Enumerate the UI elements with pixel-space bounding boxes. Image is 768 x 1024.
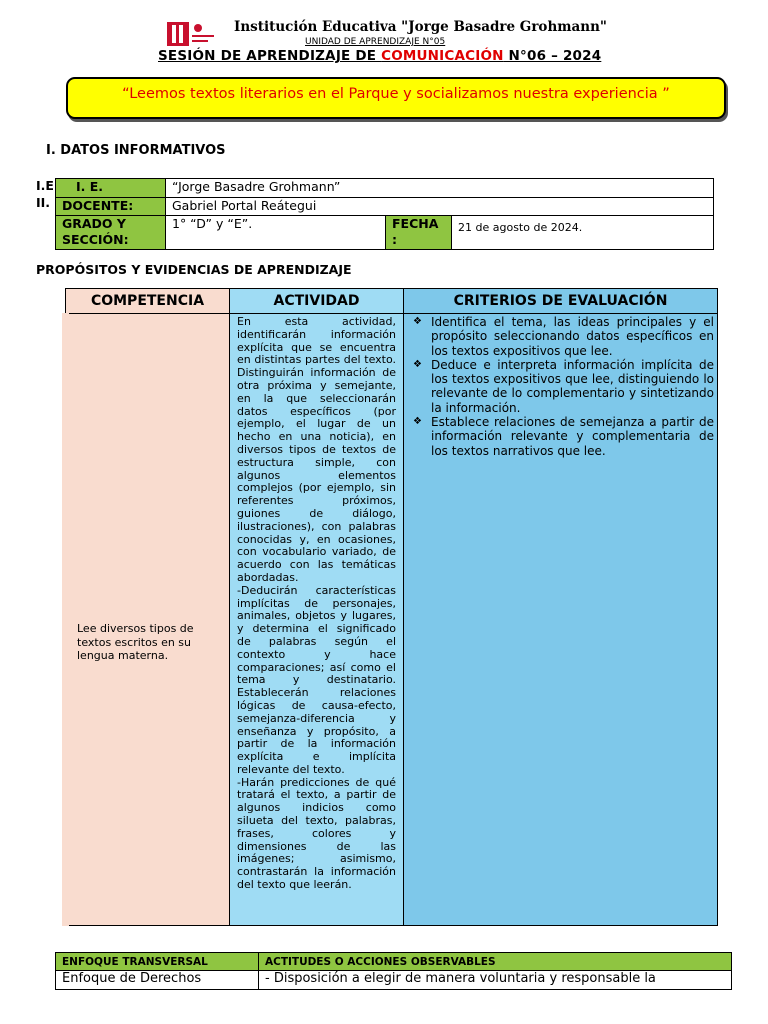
- criterio-text: Establece relaciones de semejanza a partir de información relevante y complementaria de los textos narrativos que lee.: [431, 415, 714, 458]
- enfoque-header-row: [56, 953, 732, 971]
- enfoque-table: [55, 952, 732, 990]
- header-criterios: CRITERIOS DE EVALUACIÓN: [404, 289, 718, 314]
- fecha-label: FECHA :: [386, 216, 452, 250]
- ie-label: I. E.: [56, 179, 166, 198]
- ie-value: “Jorge Basadre Grohmann”: [166, 179, 714, 198]
- session-prefix: SESIÓN DE APRENDIZAJE DE: [158, 48, 382, 64]
- propositos-header-row: [66, 289, 718, 314]
- docente-label: DOCENTE:: [56, 198, 166, 216]
- enfoque-row: [56, 971, 732, 990]
- diamond-bullet-icon: ❖: [413, 416, 422, 428]
- propositos-body-row: [66, 314, 718, 926]
- datos-row-ie: [56, 179, 714, 198]
- propositos-table: [62, 288, 718, 926]
- grado-value: 1° “D” y “E”.: [166, 216, 386, 250]
- section-datos-title: I. DATOS INFORMATIVOS: [46, 143, 226, 158]
- datos-row-docente: [56, 198, 714, 216]
- datos-row-grado: [56, 216, 714, 250]
- criterio-item: [411, 315, 716, 358]
- margin-mark-ie: I.E: [36, 178, 54, 193]
- session-subject: COMUNICACIÓN: [381, 48, 504, 64]
- banner-text: “Leemos textos literarios en el Parque y socializamos nuestra experiencia ”: [122, 86, 670, 102]
- criterios-cell: [404, 314, 718, 926]
- session-title: [158, 48, 601, 64]
- grado-label: GRADO Y SECCIÓN:: [56, 216, 166, 250]
- criterio-text: Deduce e interpreta información implícita de los textos expositivos que lee, distinguiendo lo relevante de lo complementario y sintetizando la información.: [431, 357, 714, 415]
- criterio-item: [411, 358, 716, 415]
- enfoque-header-2: ACTITUDES O ACCIONES OBSERVABLES: [259, 953, 732, 971]
- enfoque-header-1: ENFOQUE TRANSVERSAL: [56, 953, 259, 971]
- criterio-item: [411, 415, 716, 458]
- header-actividad: ACTIVIDAD: [230, 289, 404, 314]
- actividad-text: En esta actividad, identificarán información explícita que se encuentra en distintas partes del texto. Distinguirán información de otra próxima y semejante, en la que seleccionarán datos específicos (por ejemplo, el lugar de un hecho en una noticia), en diversos tipos de textos de estructura simple, con algunos elementos complejos (por ejemplo, sin referentes próximos, guiones de diálogo, ilustraciones), con palabras conocidas y, en ocasiones, con vocabulario variado, de acuerdo con las temáticas abordadas. -Deducirán características implícitas de personajes, animales, objetos y lugares, y determina el significado de palabras según el contexto y hace comparaciones; así como el tema y destinatario. Establecerán relaciones lógicas de causa-efecto, semejanza-diferencia y enseñanza y propósito, a partir de la información explícita e implícita relevante del texto. -Harán predicciones de qué tratará el texto, a partir de algunos indicios como silueta del texto, palabras, frases, colores y dimensiones de las imágenes; asimismo, contrastarán la información del texto que leerán.: [237, 315, 396, 892]
- unit-label: UNIDAD DE APRENDIZAJE N°05: [305, 37, 446, 47]
- actividad-cell: [230, 314, 404, 926]
- section-propositos-title: PROPÓSITOS Y EVIDENCIAS DE APRENDIZAJE: [36, 262, 352, 277]
- docente-value: Gabriel Portal Reátegui: [166, 198, 714, 216]
- school-logo: [165, 20, 217, 48]
- diamond-bullet-icon: ❖: [413, 316, 422, 327]
- fecha-value: 21 de agosto de 2024.: [452, 216, 714, 250]
- competencia-text: Lee diversos tipos de textos escritos en su lengua materna.: [77, 622, 194, 662]
- session-suffix: N°06 – 2024: [503, 48, 602, 64]
- session-theme-banner: [66, 77, 726, 119]
- school-name: Institución Educativa "Jorge Basadre Grohmann": [234, 19, 607, 35]
- enfoque-name: Enfoque de Derechos: [56, 971, 259, 990]
- competencia-cell: [66, 314, 230, 926]
- margin-mark-ii: II.: [36, 195, 51, 210]
- enfoque-actitud: - Disposición a elegir de manera voluntaria y responsable la: [259, 971, 732, 990]
- datos-table: [55, 178, 714, 250]
- header-competencia: COMPETENCIA: [66, 289, 230, 314]
- diamond-bullet-icon: ❖: [413, 358, 422, 370]
- criterio-text: Identifica el tema, las ideas principales y el propósito seleccionando datos específicos en los textos expositivos que lee.: [431, 315, 714, 358]
- criterios-list: [405, 315, 716, 458]
